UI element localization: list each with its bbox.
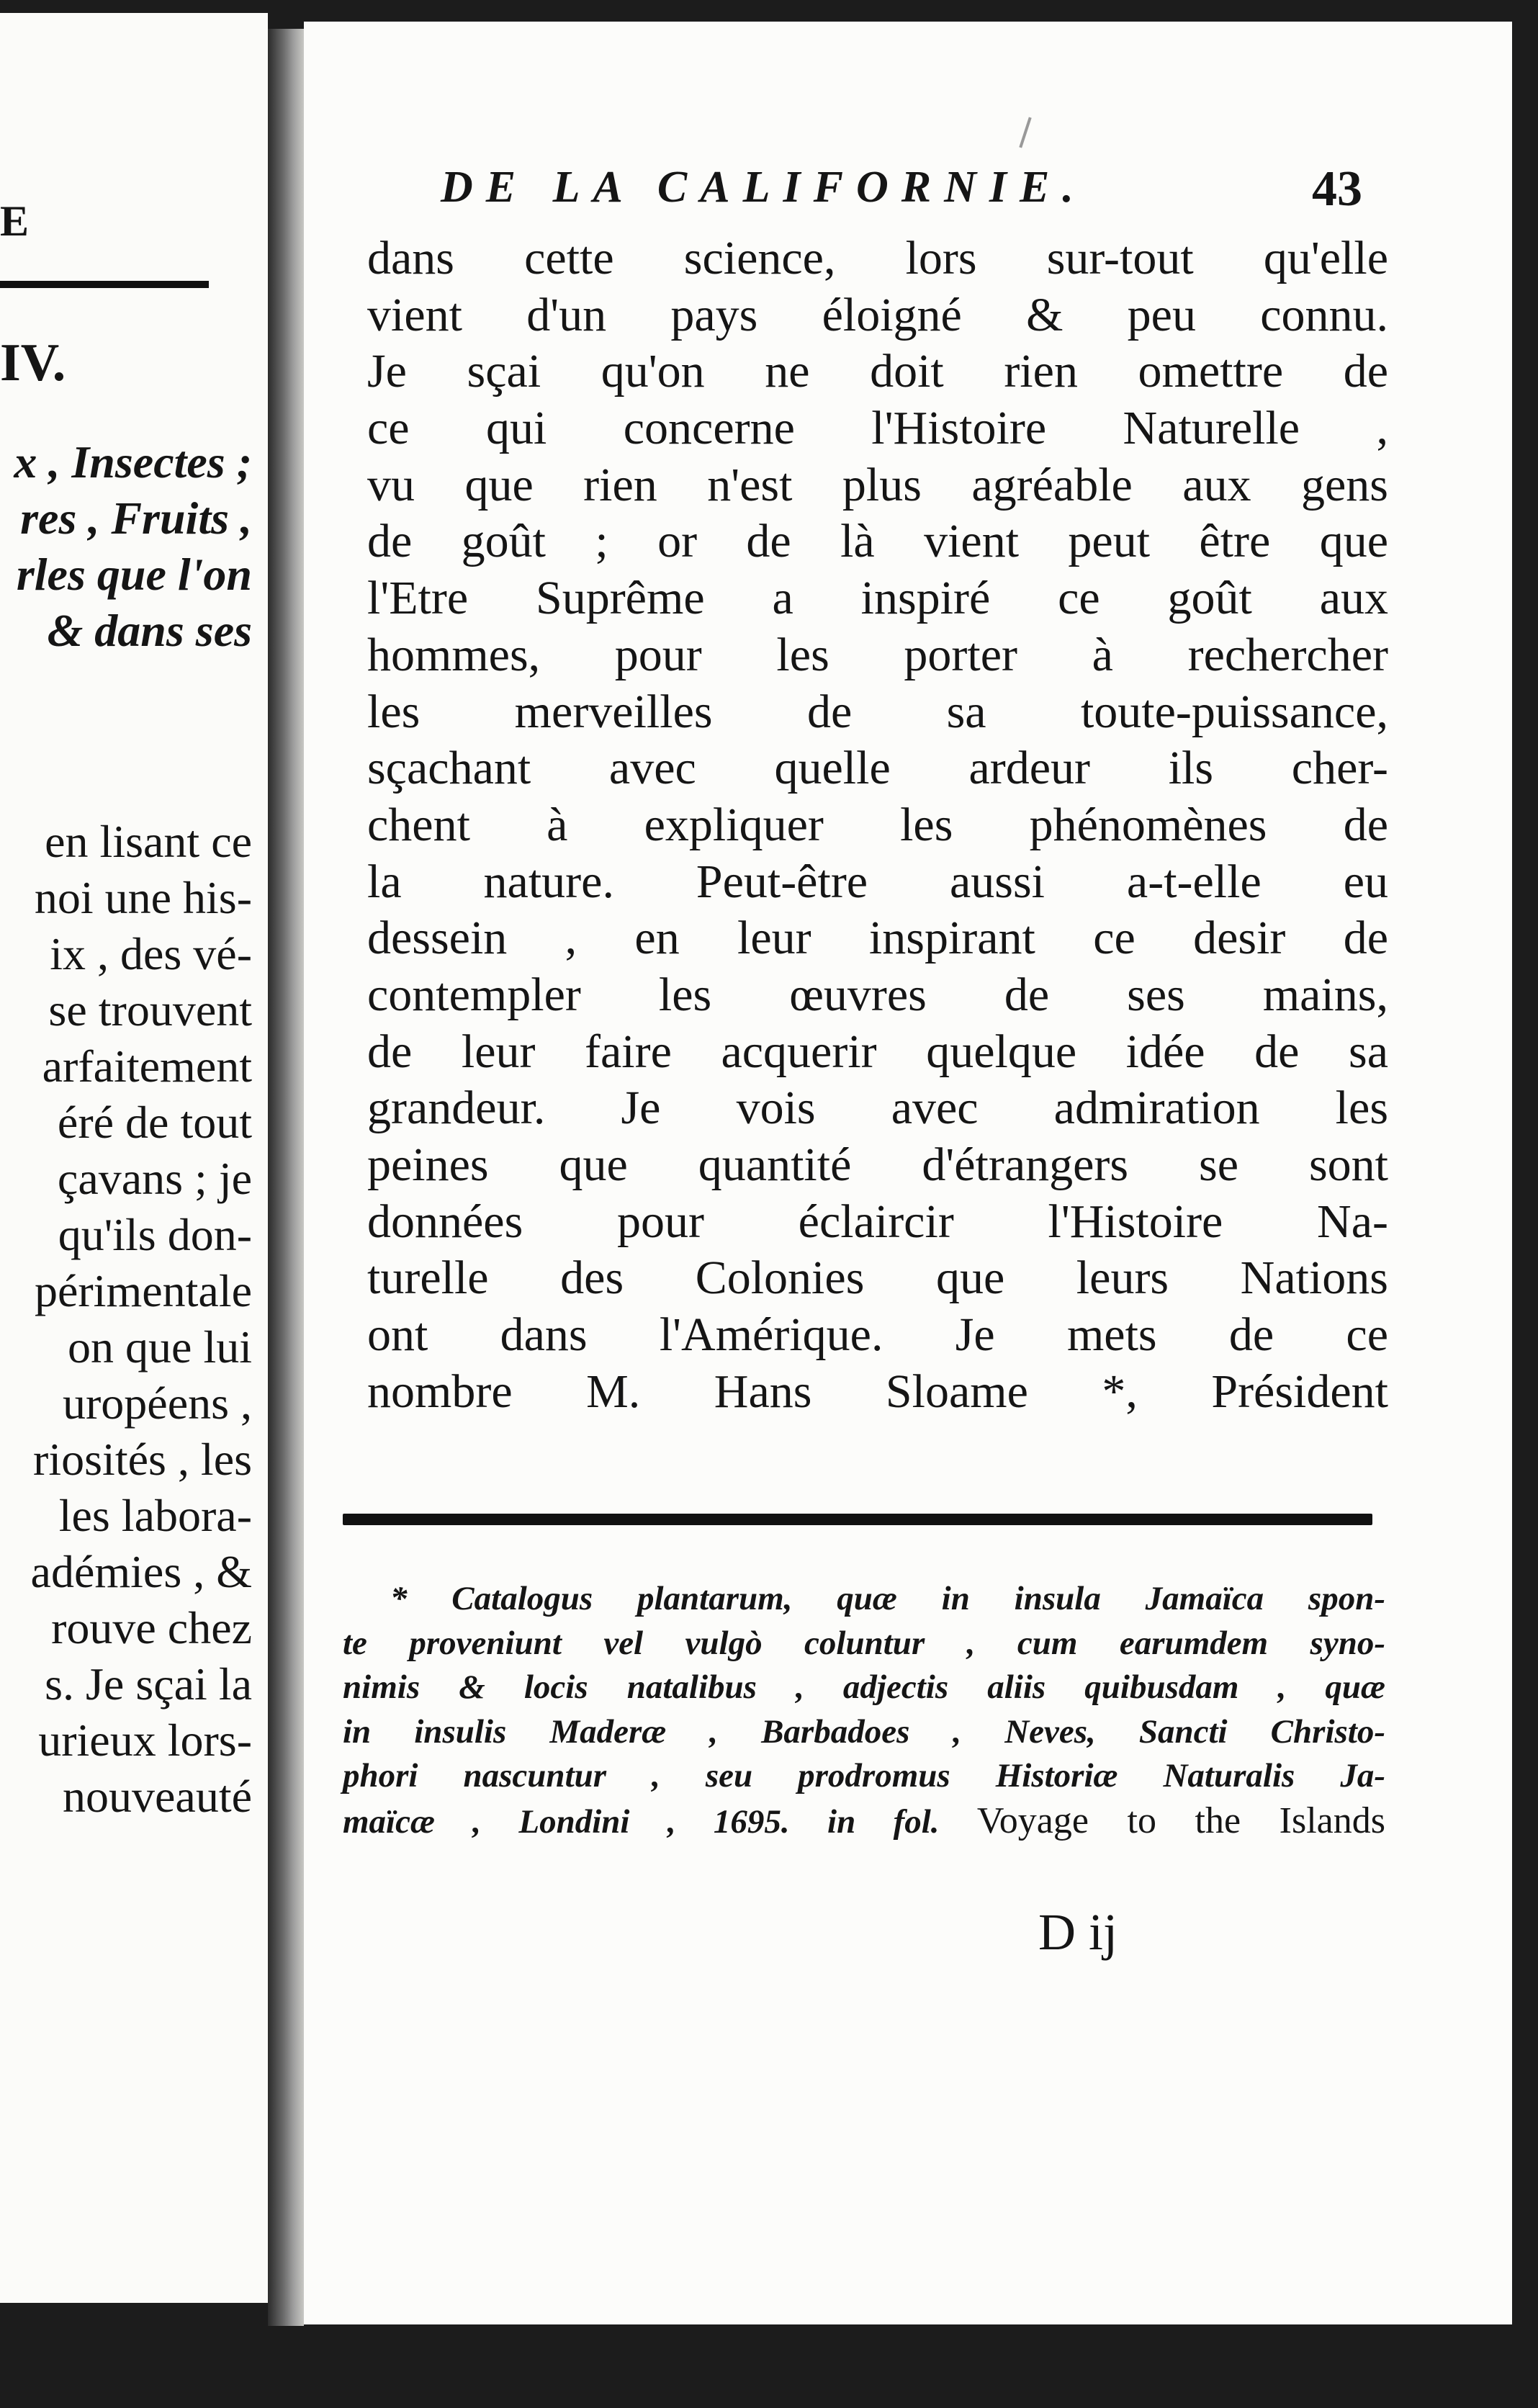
left-summary-line: rles que l'on <box>16 549 252 600</box>
left-body-line: éré de tout <box>57 1097 252 1148</box>
left-body-line: en lisant ce <box>45 816 252 867</box>
signature-mark: D ij <box>1038 1903 1118 1961</box>
body-line: la nature. Peut-être aussi a-t-elle eu <box>367 855 1388 908</box>
left-body-line: on que lui <box>68 1321 252 1373</box>
left-body-line: arfaitement <box>42 1041 252 1092</box>
footnote-line: phori nascuntur , seu prodromus Historiæ Naturalis Ja- <box>343 1757 1385 1794</box>
body-line: ce qui concerne l'Histoire Naturelle , <box>367 402 1388 455</box>
body-line: vient d'un pays éloigné & peu connu. <box>367 288 1388 341</box>
footnote-line: te proveniunt vel vulgò coluntur , cum earumdem syno- <box>343 1624 1385 1662</box>
running-head-title: DE LA CALIFORNIE. <box>441 163 1087 212</box>
body-line: Je sçai qu'on ne doit rien omettre de <box>367 345 1388 398</box>
body-line: grandeur. Je vois avec admiration les <box>367 1082 1388 1135</box>
body-line: dessein , en leur inspirant ce desir de <box>367 912 1388 965</box>
body-line: de leur faire acquerir quelque idée de sa <box>367 1025 1388 1078</box>
left-chapter-summary <box>14 434 252 659</box>
body-text <box>367 230 1388 1420</box>
left-body-line: rouve chez <box>51 1602 252 1653</box>
left-body-line: adémies , & <box>30 1546 252 1597</box>
left-body-line: çavans ; je <box>57 1153 252 1204</box>
left-chapter-number-fragment: IV. <box>0 333 66 392</box>
left-body-line: nouveauté <box>63 1771 252 1822</box>
left-page-fragment <box>0 13 268 2303</box>
left-body-line: ix , des vé- <box>50 928 252 979</box>
footnote-rule <box>343 1514 1372 1525</box>
footnote-last-line <box>343 1799 1385 1843</box>
body-line: dans cette science, lors sur-tout qu'elle <box>367 232 1388 284</box>
body-line: hommes, pour les porter à rechercher <box>367 628 1388 681</box>
left-body-line: urieux lors- <box>38 1715 252 1766</box>
stray-mark <box>1019 117 1031 148</box>
body-line: peines que quantité d'étrangers se sont <box>367 1138 1388 1191</box>
left-summary-line: x , Insectes ; <box>14 436 252 488</box>
body-line: données pour éclaircir l'Histoire Na- <box>367 1195 1388 1248</box>
left-body-line: qu'ils don- <box>58 1209 252 1260</box>
footnote-line: in insulis Maderæ , Barbadoes , Neves, Sancti Christo- <box>343 1712 1385 1751</box>
body-line: contempler les œuvres de ses mains, <box>367 968 1388 1021</box>
footnote <box>343 1577 1385 1843</box>
right-page <box>304 22 1512 2324</box>
footnote-tail: Voyage to the Islands <box>976 1800 1385 1841</box>
footnote-line: * Catalogus plantarum, quæ in insula Jamaïca spon- <box>390 1580 1385 1617</box>
body-line: nombre M. Hans Sloame *, Président <box>367 1365 1388 1418</box>
left-body-line: périmentale <box>34 1265 252 1316</box>
body-line: l'Etre Suprême a inspiré ce goût aux <box>367 572 1388 625</box>
left-summary-line: res , Fruits , <box>20 493 252 544</box>
footnote-line: nimis & locis natalibus , adjectis aliis quibusdam , quæ <box>343 1668 1385 1706</box>
left-body-line: noi une his- <box>34 872 252 923</box>
left-body-text <box>31 814 252 1825</box>
page-number: 43 <box>1312 161 1362 217</box>
footnote-citation: maïcæ , Londini , 1695. in fol. <box>343 1802 940 1841</box>
book-gutter <box>268 29 304 2326</box>
left-header-rule <box>0 281 209 288</box>
left-body-line: les labora- <box>58 1490 252 1541</box>
body-line: sçachant avec quelle ardeur ils cher- <box>367 742 1388 795</box>
left-running-head-fragment: E <box>0 197 32 245</box>
left-body-line: riosités , les <box>33 1434 252 1485</box>
left-summary-line: & dans ses <box>47 605 252 656</box>
left-body-line: se trouvent <box>48 984 252 1035</box>
left-body-line: s. Je sçai la <box>45 1658 252 1710</box>
body-line: chent à expliquer les phénomènes de <box>367 798 1388 851</box>
running-head <box>441 162 1512 227</box>
body-line: de goût ; or de là vient peut être que <box>367 515 1388 568</box>
body-line: vu que rien n'est plus agréable aux gens <box>367 458 1388 511</box>
body-line: ont dans l'Amérique. Je mets de ce <box>367 1308 1388 1362</box>
body-line: turelle des Colonies que leurs Nations <box>367 1252 1388 1305</box>
body-line: les merveilles de sa toute-puissance, <box>367 685 1388 738</box>
left-body-line: uropéens , <box>62 1378 252 1429</box>
